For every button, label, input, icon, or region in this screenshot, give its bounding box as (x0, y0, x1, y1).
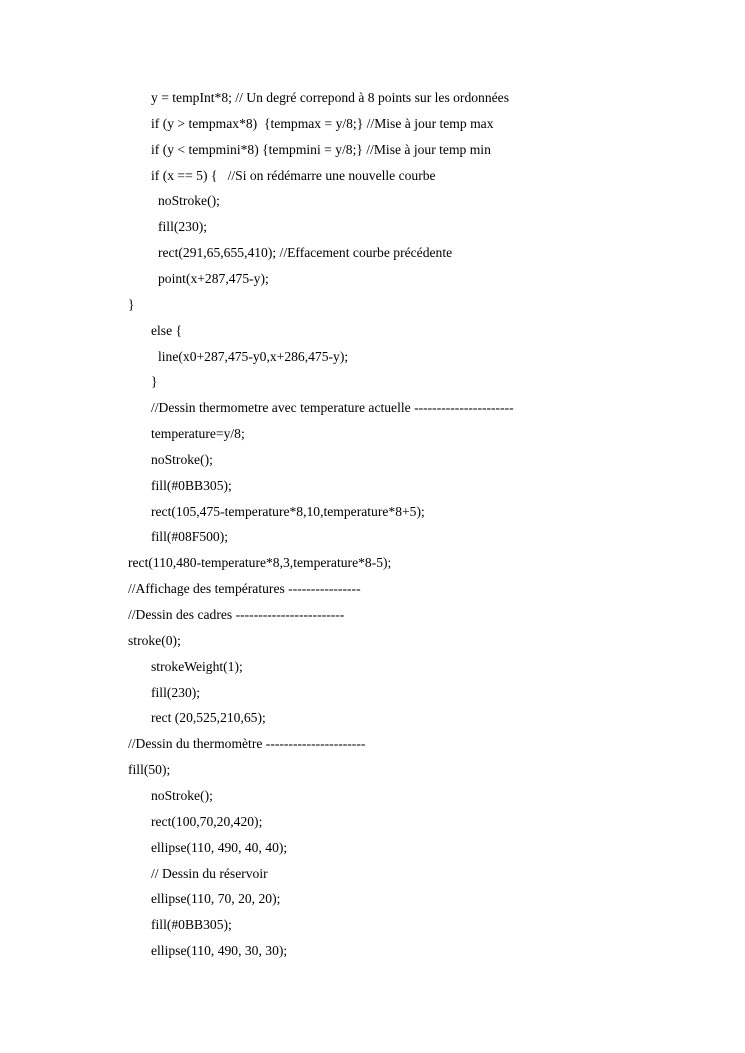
code-line: } (151, 374, 158, 390)
code-line: ellipse(110, 70, 20, 20); (151, 891, 281, 907)
code-line: noStroke(); (151, 451, 213, 467)
code-line: else { (151, 322, 183, 338)
code-line: fill(#08F500); (151, 529, 229, 545)
code-line: y = tempInt*8; // Un degré correpond à 8 points sur les ordonnées (151, 90, 510, 105)
code-line: ellipse(110, 490, 40, 40); (151, 839, 288, 855)
code-line: fill(#0BB305); (151, 917, 232, 933)
code-line: fill(#0BB305); (151, 477, 232, 493)
code-line: if (y > tempmax*8) {tempmax = y/8;} //Mise à jour temp max (151, 115, 494, 131)
code-line: //Dessin du thermomètre ---------------------- (128, 736, 366, 752)
code-line: stroke(0); (128, 632, 181, 648)
code-line: //Affichage des températures ---------------- (128, 581, 361, 597)
code-line: rect(291,65,655,410); //Effacement courbe précédente (158, 245, 453, 261)
code-line: ellipse(110, 490, 30, 30); (151, 943, 288, 959)
code-line: rect(100,70,20,420); (151, 813, 263, 829)
code-line: rect(110,480-temperature*8,3,temperature*8-5); (128, 555, 392, 571)
code-line: strokeWeight(1); (151, 658, 243, 674)
code-line: fill(50); (128, 762, 171, 778)
code-line: noStroke(); (151, 787, 213, 803)
code-line: if (x == 5) { //Si on rédémarre une nouvelle courbe (151, 167, 436, 183)
code-line: fill(230); (158, 219, 208, 235)
code-line: if (y < tempmini*8) {tempmini = y/8;} //Mise à jour temp min (151, 141, 491, 157)
code-line: noStroke(); (158, 193, 220, 209)
code-line: line(x0+287,475-y0,x+286,475-y); (158, 348, 349, 364)
code-line: temperature=y/8; (151, 426, 245, 442)
code-line: //Dessin des cadres ------------------------ (128, 607, 345, 622)
code-line: // Dessin du réservoir (151, 865, 268, 881)
code-line: point(x+287,475-y); (158, 270, 269, 286)
code-line: rect(105,475-temperature*8,10,temperature*8+5); (151, 503, 425, 519)
code-line: fill(230); (151, 684, 201, 700)
code-line: } (128, 296, 135, 312)
code-line: rect (20,525,210,65); (151, 710, 266, 726)
code-line: //Dessin thermometre avec temperature actuelle ---------------------- (151, 400, 514, 416)
